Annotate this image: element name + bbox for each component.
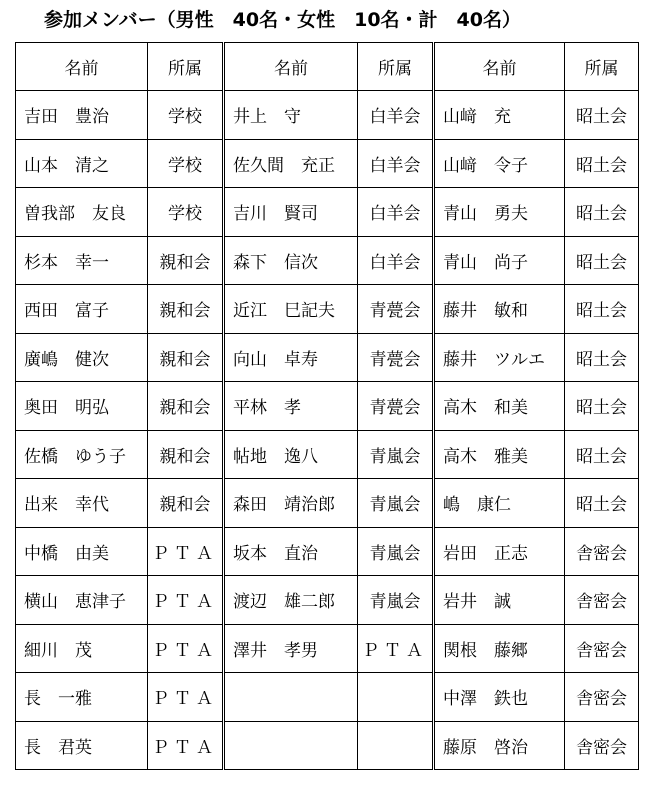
member-name-cell: 西田 富子: [16, 285, 148, 334]
column-header-affiliation: 所属: [358, 43, 434, 91]
member-affiliation-cell: [358, 721, 434, 770]
member-affiliation-cell: 青甍会: [358, 382, 434, 431]
member-affiliation-cell: 昭土会: [565, 236, 639, 285]
member-affiliation-cell: 昭土会: [565, 285, 639, 334]
member-affiliation-cell: 昭土会: [565, 479, 639, 528]
member-name-cell: 長 君英: [16, 721, 148, 770]
member-name-cell: 杉本 幸一: [16, 236, 148, 285]
member-name-cell: 近江 巳記夫: [224, 285, 358, 334]
member-affiliation-cell: 親和会: [148, 236, 224, 285]
member-name-cell: 横山 恵津子: [16, 576, 148, 625]
member-name-cell: 中澤 鉄也: [434, 673, 565, 722]
member-name-cell: 坂本 直治: [224, 527, 358, 576]
table-header-row: [16, 43, 639, 91]
member-affiliation-cell: 白羊会: [358, 139, 434, 188]
member-name-cell: 岩井 誠: [434, 576, 565, 625]
page-title: 参加メンバー（男性 40名・女性 10名・計 40名）: [44, 9, 521, 31]
table-row: [16, 527, 639, 576]
table-row: [16, 91, 639, 140]
member-name-cell: 高木 和美: [434, 382, 565, 431]
member-name-cell: 帖地 逸八: [224, 430, 358, 479]
member-affiliation-cell: 昭土会: [565, 188, 639, 237]
member-name-cell: 藤原 啓治: [434, 721, 565, 770]
table-row: [16, 285, 639, 334]
member-affiliation-cell: 舎密会: [565, 576, 639, 625]
member-affiliation-cell: 昭土会: [565, 430, 639, 479]
member-affiliation-cell: 舎密会: [565, 673, 639, 722]
member-name-cell: 関根 藤郷: [434, 624, 565, 673]
column-header-affiliation: 所属: [565, 43, 639, 91]
column-header-name: 名前: [224, 43, 358, 91]
member-affiliation-cell: ＰＴＡ: [148, 576, 224, 625]
table-row: [16, 624, 639, 673]
table-row: [16, 382, 639, 431]
member-affiliation-cell: 白羊会: [358, 236, 434, 285]
member-name-cell: 向山 卓寿: [224, 333, 358, 382]
member-name-cell: 廣嶋 健次: [16, 333, 148, 382]
member-affiliation-cell: 学校: [148, 188, 224, 237]
member-name-cell: 澤井 孝男: [224, 624, 358, 673]
member-table: [15, 42, 639, 770]
member-affiliation-cell: 青甍会: [358, 285, 434, 334]
member-name-cell: 山本 清之: [16, 139, 148, 188]
table-row: [16, 188, 639, 237]
column-header-affiliation: 所属: [148, 43, 224, 91]
member-name-cell: 細川 茂: [16, 624, 148, 673]
member-name-cell: 平林 孝: [224, 382, 358, 431]
table-row: [16, 430, 639, 479]
member-name-cell: 岩田 正志: [434, 527, 565, 576]
member-name-cell: 森田 靖治郎: [224, 479, 358, 528]
member-affiliation-cell: 舎密会: [565, 624, 639, 673]
member-affiliation-cell: 学校: [148, 139, 224, 188]
member-affiliation-cell: 学校: [148, 91, 224, 140]
member-affiliation-cell: ＰＴＡ: [148, 527, 224, 576]
member-name-cell: 山﨑 令子: [434, 139, 565, 188]
member-name-cell: 吉田 豊治: [16, 91, 148, 140]
member-affiliation-cell: [358, 673, 434, 722]
member-name-cell: 曽我部 友良: [16, 188, 148, 237]
member-affiliation-cell: 青嵐会: [358, 576, 434, 625]
member-affiliation-cell: 親和会: [148, 333, 224, 382]
member-affiliation-cell: ＰＴＡ: [358, 624, 434, 673]
member-name-cell: 佐橋 ゆう子: [16, 430, 148, 479]
member-affiliation-cell: ＰＴＡ: [148, 624, 224, 673]
column-header-name: 名前: [434, 43, 565, 91]
member-name-cell: 藤井 ツルエ: [434, 333, 565, 382]
member-name-cell: 井上 守: [224, 91, 358, 140]
member-affiliation-cell: 青甍会: [358, 333, 434, 382]
member-affiliation-cell: 白羊会: [358, 91, 434, 140]
member-affiliation-cell: 青嵐会: [358, 527, 434, 576]
member-affiliation-cell: 昭土会: [565, 139, 639, 188]
column-header-name: 名前: [16, 43, 148, 91]
member-affiliation-cell: 親和会: [148, 430, 224, 479]
member-affiliation-cell: 昭土会: [565, 333, 639, 382]
table-row: [16, 236, 639, 285]
member-name-cell: [224, 673, 358, 722]
table-row: [16, 576, 639, 625]
member-affiliation-cell: 舎密会: [565, 721, 639, 770]
member-name-cell: 高木 雅美: [434, 430, 565, 479]
member-name-cell: 嶋 康仁: [434, 479, 565, 528]
member-name-cell: 青山 尚子: [434, 236, 565, 285]
member-name-cell: 吉川 賢司: [224, 188, 358, 237]
member-name-cell: 青山 勇夫: [434, 188, 565, 237]
table-row: [16, 333, 639, 382]
member-affiliation-cell: 青嵐会: [358, 430, 434, 479]
member-affiliation-cell: 青嵐会: [358, 479, 434, 528]
member-affiliation-cell: 昭土会: [565, 382, 639, 431]
member-name-cell: 出来 幸代: [16, 479, 148, 528]
member-name-cell: 藤井 敏和: [434, 285, 565, 334]
member-affiliation-cell: ＰＴＡ: [148, 673, 224, 722]
table-row: [16, 479, 639, 528]
member-affiliation-cell: 親和会: [148, 382, 224, 431]
member-affiliation-cell: 白羊会: [358, 188, 434, 237]
member-name-cell: 森下 信次: [224, 236, 358, 285]
member-affiliation-cell: 昭土会: [565, 91, 639, 140]
member-name-cell: 長 一雅: [16, 673, 148, 722]
member-affiliation-cell: ＰＴＡ: [148, 721, 224, 770]
member-affiliation-cell: 親和会: [148, 479, 224, 528]
table-row: [16, 721, 639, 770]
member-name-cell: 中橋 由美: [16, 527, 148, 576]
member-name-cell: [224, 721, 358, 770]
member-name-cell: 渡辺 雄二郎: [224, 576, 358, 625]
member-name-cell: 佐久間 充正: [224, 139, 358, 188]
table-row: [16, 139, 639, 188]
member-name-cell: 山﨑 充: [434, 91, 565, 140]
member-affiliation-cell: 舎密会: [565, 527, 639, 576]
member-affiliation-cell: 親和会: [148, 285, 224, 334]
table-row: [16, 673, 639, 722]
member-name-cell: 奥田 明弘: [16, 382, 148, 431]
